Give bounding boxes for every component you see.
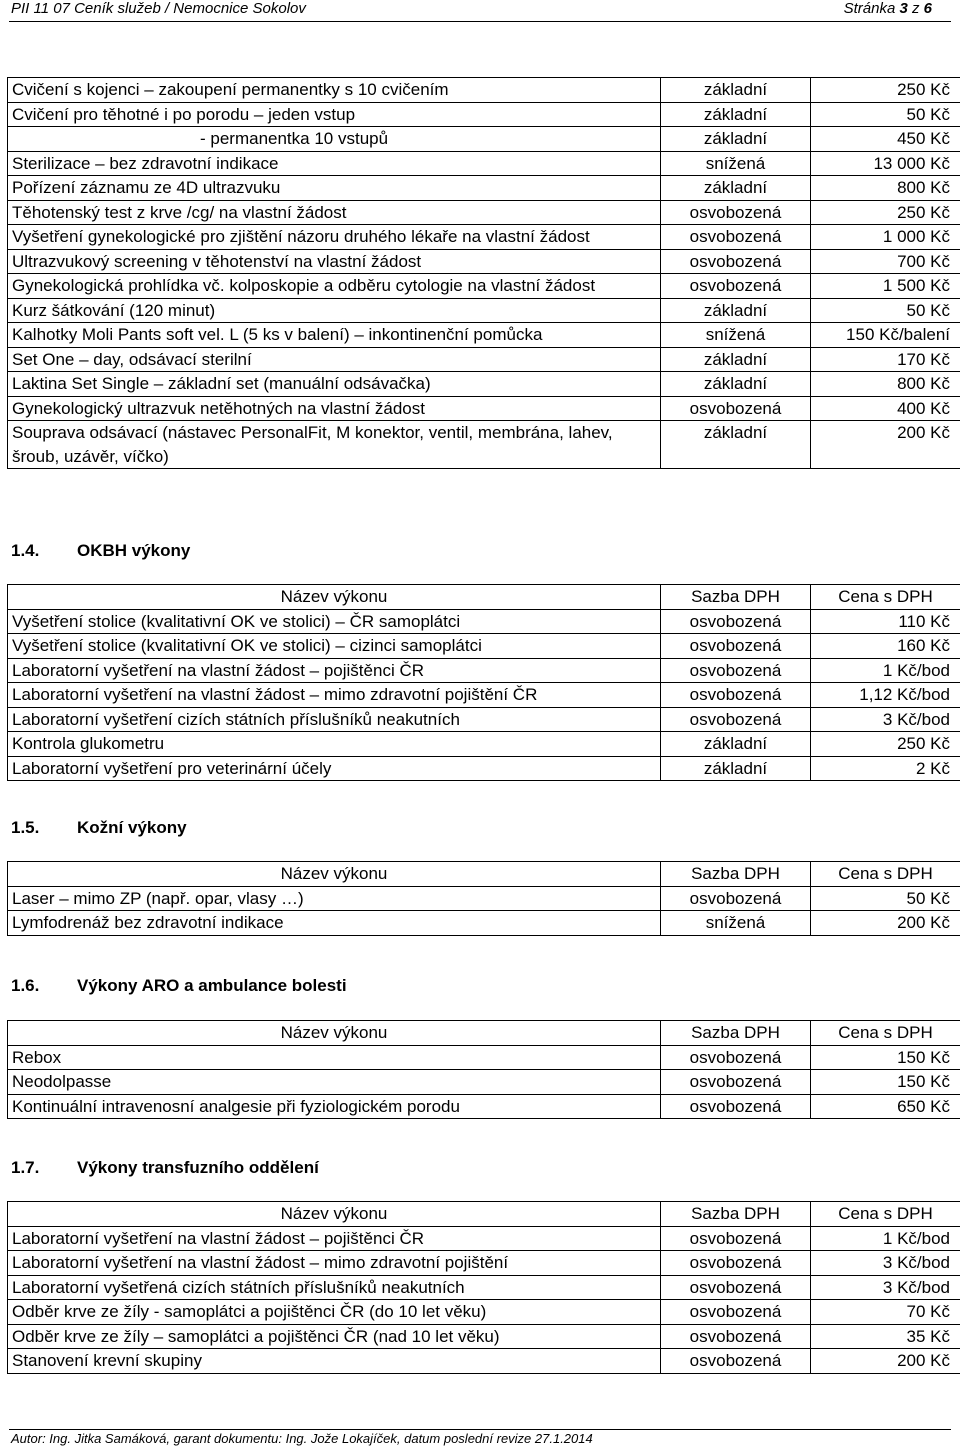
- table-row: [8, 176, 960, 201]
- table-row: [8, 732, 960, 757]
- vat-rate: osvobozená: [661, 707, 811, 732]
- price: 150 Kč: [811, 1070, 960, 1095]
- vat-rate: osvobozená: [661, 200, 811, 225]
- table-header-row: [8, 585, 960, 610]
- service-name: Kurz šátkování (120 minut): [8, 298, 661, 323]
- document-title: PII 11 07 Ceník služeb / Nemocnice Sokolov: [11, 0, 306, 17]
- table-row: [8, 1094, 960, 1119]
- price: 13 000 Kč: [811, 151, 960, 176]
- column-header-price: Cena s DPH: [811, 862, 960, 887]
- column-header-vat: Sazba DPH: [661, 1202, 811, 1227]
- table-row: [8, 756, 960, 781]
- table-row: [8, 1070, 960, 1095]
- table-row: [8, 1275, 960, 1300]
- service-name: Kontinuální intravenosní analgesie při fyziologickém porodu: [8, 1094, 661, 1119]
- price: 1 Kč/bod: [811, 658, 960, 683]
- column-header-price: Cena s DPH: [811, 585, 960, 610]
- table-header-row: [8, 1021, 960, 1046]
- table-row: [8, 634, 960, 659]
- vat-rate: osvobozená: [661, 274, 811, 299]
- service-name: Pořízení záznamu ze 4D ultrazvuku: [8, 176, 661, 201]
- vat-rate: osvobozená: [661, 634, 811, 659]
- price: 70 Kč: [811, 1300, 960, 1325]
- price: 800 Kč: [811, 372, 960, 397]
- price: 110 Kč: [811, 609, 960, 634]
- vat-rate: osvobozená: [661, 1300, 811, 1325]
- column-header-vat: Sazba DPH: [661, 585, 811, 610]
- table-row: [8, 396, 960, 421]
- price: 50 Kč: [811, 886, 960, 911]
- table-row: [8, 609, 960, 634]
- column-header-price: Cena s DPH: [811, 1202, 960, 1227]
- column-header-name: Název výkonu: [8, 1021, 661, 1046]
- table-row: [8, 1349, 960, 1374]
- service-name: Souprava odsávací (nástavec PersonalFit, M konektor, ventil, membrána, lahev, šroub, uzávěr, víčko): [8, 421, 661, 469]
- vat-rate: osvobozená: [661, 1251, 811, 1276]
- service-name: Laboratorní vyšetření na vlastní žádost – pojištěnci ČR: [8, 658, 661, 683]
- price: 160 Kč: [811, 634, 960, 659]
- vat-rate: základní: [661, 298, 811, 323]
- column-header-name: Název výkonu: [8, 1202, 661, 1227]
- vat-rate: základní: [661, 421, 811, 469]
- table-row: [8, 200, 960, 225]
- price: 2 Kč: [811, 756, 960, 781]
- table-header-row: [8, 1202, 960, 1227]
- service-name: Laboratorní vyšetřená cizích státních příslušníků neakutních: [8, 1275, 661, 1300]
- price: 250 Kč: [811, 732, 960, 757]
- column-header-vat: Sazba DPH: [661, 1021, 811, 1046]
- section-heading-kozni: 1.5. Kožní výkony: [11, 818, 187, 837]
- table-header-row: [8, 862, 960, 887]
- service-name: Laboratorní vyšetření na vlastní žádost – mimo zdravotní pojištění ČR: [8, 683, 661, 708]
- service-name: Laser – mimo ZP (např. opar, vlasy …): [8, 886, 661, 911]
- column-header-name: Název výkonu: [8, 862, 661, 887]
- price: 700 Kč: [811, 249, 960, 274]
- service-name: Vyšetření gynekologické pro zjištění názoru druhého lékaře na vlastní žádost: [8, 225, 661, 250]
- price: 250 Kč: [811, 200, 960, 225]
- price: 250 Kč: [811, 78, 960, 103]
- service-name: Laboratorní vyšetření pro veterinární účely: [8, 756, 661, 781]
- price: 200 Kč: [811, 911, 960, 936]
- service-name: Lymfodrenáž bez zdravotní indikace: [8, 911, 661, 936]
- vat-rate: osvobozená: [661, 225, 811, 250]
- table-row: [8, 151, 960, 176]
- service-name: Gynekologická prohlídka vč. kolposkopie a odběru cytologie na vlastní žádost: [8, 274, 661, 299]
- vat-rate: snížená: [661, 323, 811, 348]
- price: 200 Kč: [811, 1349, 960, 1374]
- table-row: [8, 707, 960, 732]
- price-table-transfuzni: [7, 1201, 960, 1374]
- price: 1,12 Kč/bod: [811, 683, 960, 708]
- service-name-text: - permanentka 10 vstupů: [200, 129, 389, 148]
- table-row: [8, 225, 960, 250]
- page-indicator: Stránka 3 z 6: [843, 0, 932, 17]
- price: 800 Kč: [811, 176, 960, 201]
- table-row: [8, 249, 960, 274]
- vat-rate: osvobozená: [661, 1226, 811, 1251]
- table-row: [8, 323, 960, 348]
- service-name: Set One – day, odsávací sterilní: [8, 347, 661, 372]
- vat-rate: snížená: [661, 151, 811, 176]
- table-row: [8, 1324, 960, 1349]
- service-name: Ultrazvukový screening v těhotenství na vlastní žádost: [8, 249, 661, 274]
- vat-rate: základní: [661, 732, 811, 757]
- price: 170 Kč: [811, 347, 960, 372]
- vat-rate: osvobozená: [661, 396, 811, 421]
- price: 1 500 Kč: [811, 274, 960, 299]
- table-row: [8, 1300, 960, 1325]
- table-row: [8, 127, 960, 152]
- price: 3 Kč/bod: [811, 707, 960, 732]
- service-name: Stanovení krevní skupiny: [8, 1349, 661, 1374]
- vat-rate: osvobozená: [661, 1070, 811, 1095]
- service-name: Gynekologický ultrazvuk netěhotných na vlastní žádost: [8, 396, 661, 421]
- vat-rate: osvobozená: [661, 249, 811, 274]
- vat-rate: základní: [661, 78, 811, 103]
- service-name: Cvičení pro těhotné i po porodu – jeden vstup: [8, 102, 661, 127]
- section-heading-okbh: 1.4. OKBH výkony: [11, 541, 191, 560]
- service-name: Laktina Set Single – základní set (manuální odsávačka): [8, 372, 661, 397]
- price: 650 Kč: [811, 1094, 960, 1119]
- service-name: Sterilizace – bez zdravotní indikace: [8, 151, 661, 176]
- vat-rate: základní: [661, 127, 811, 152]
- service-name: Rebox: [8, 1045, 661, 1070]
- service-name: Těhotenský test z krve /cg/ na vlastní žádost: [8, 200, 661, 225]
- table-row: [8, 911, 960, 936]
- vat-rate: základní: [661, 347, 811, 372]
- table-row: [8, 1251, 960, 1276]
- vat-rate: osvobozená: [661, 683, 811, 708]
- price: 200 Kč: [811, 421, 960, 469]
- price: 50 Kč: [811, 102, 960, 127]
- service-name: Laboratorní vyšetření na vlastní žádost – pojištěnci ČR: [8, 1226, 661, 1251]
- page-header: [0, 0, 960, 20]
- vat-rate: osvobozená: [661, 1349, 811, 1374]
- service-name: Odběr krve ze žíly - samoplátci a pojištěnci ČR (do 10 let věku): [8, 1300, 661, 1325]
- header-divider: [9, 21, 951, 22]
- price-table-top: [7, 77, 960, 469]
- table-row: [8, 886, 960, 911]
- column-header-vat: Sazba DPH: [661, 862, 811, 887]
- service-name: [8, 127, 661, 152]
- vat-rate: osvobozená: [661, 1094, 811, 1119]
- service-name: Vyšetření stolice (kvalitativní OK ve stolici) – ČR samoplátci: [8, 609, 661, 634]
- price: 1 000 Kč: [811, 225, 960, 250]
- table-row: [8, 78, 960, 103]
- table-row: [8, 1226, 960, 1251]
- table-row: [8, 683, 960, 708]
- vat-rate: osvobozená: [661, 1045, 811, 1070]
- service-name: Laboratorní vyšetření na vlastní žádost – mimo zdravotní pojištění: [8, 1251, 661, 1276]
- table-row: [8, 372, 960, 397]
- price: 450 Kč: [811, 127, 960, 152]
- page-footer: Autor: Ing. Jitka Samáková, garant dokumentu: Ing. Jože Lokajíček, datum poslední revize 27.1.2014: [11, 1431, 593, 1446]
- vat-rate: osvobozená: [661, 1275, 811, 1300]
- section-heading-transfuzni: 1.7. Výkony transfuzního oddělení: [11, 1158, 319, 1177]
- footer-divider: [9, 1429, 951, 1430]
- price: 1 Kč/bod: [811, 1226, 960, 1251]
- price: 400 Kč: [811, 396, 960, 421]
- price: 3 Kč/bod: [811, 1275, 960, 1300]
- column-header-name: Název výkonu: [8, 585, 661, 610]
- table-row: [8, 421, 960, 469]
- price: 150 Kč/balení: [811, 323, 960, 348]
- service-name: Laboratorní vyšetření cizích státních příslušníků neakutních: [8, 707, 661, 732]
- service-name: Kalhotky Moli Pants soft vel. L (5 ks v balení) – inkontinenční pomůcka: [8, 323, 661, 348]
- table-row: [8, 1045, 960, 1070]
- service-name: Neodolpasse: [8, 1070, 661, 1095]
- service-name: Vyšetření stolice (kvalitativní OK ve stolici) – cizinci samoplátci: [8, 634, 661, 659]
- price: 3 Kč/bod: [811, 1251, 960, 1276]
- section-heading-aro: 1.6. Výkony ARO a ambulance bolesti: [11, 976, 347, 995]
- service-name: Odběr krve ze žíly – samoplátci a pojištěnci ČR (nad 10 let věku): [8, 1324, 661, 1349]
- vat-rate: osvobozená: [661, 609, 811, 634]
- vat-rate: osvobozená: [661, 1324, 811, 1349]
- price: 150 Kč: [811, 1045, 960, 1070]
- service-name: Cvičení s kojenci – zakoupení permanentky s 10 cvičením: [8, 78, 661, 103]
- column-header-price: Cena s DPH: [811, 1021, 960, 1046]
- vat-rate: základní: [661, 372, 811, 397]
- price-table-okbh: [7, 584, 960, 781]
- table-row: [8, 298, 960, 323]
- vat-rate: snížená: [661, 911, 811, 936]
- vat-rate: osvobozená: [661, 886, 811, 911]
- table-row: [8, 102, 960, 127]
- price: 35 Kč: [811, 1324, 960, 1349]
- price-table-kozni: [7, 861, 960, 936]
- table-row: [8, 658, 960, 683]
- vat-rate: základní: [661, 176, 811, 201]
- service-name: Kontrola glukometru: [8, 732, 661, 757]
- vat-rate: základní: [661, 756, 811, 781]
- table-row: [8, 274, 960, 299]
- vat-rate: osvobozená: [661, 658, 811, 683]
- price-table-aro: [7, 1020, 960, 1119]
- table-row: [8, 347, 960, 372]
- vat-rate: základní: [661, 102, 811, 127]
- price: 50 Kč: [811, 298, 960, 323]
